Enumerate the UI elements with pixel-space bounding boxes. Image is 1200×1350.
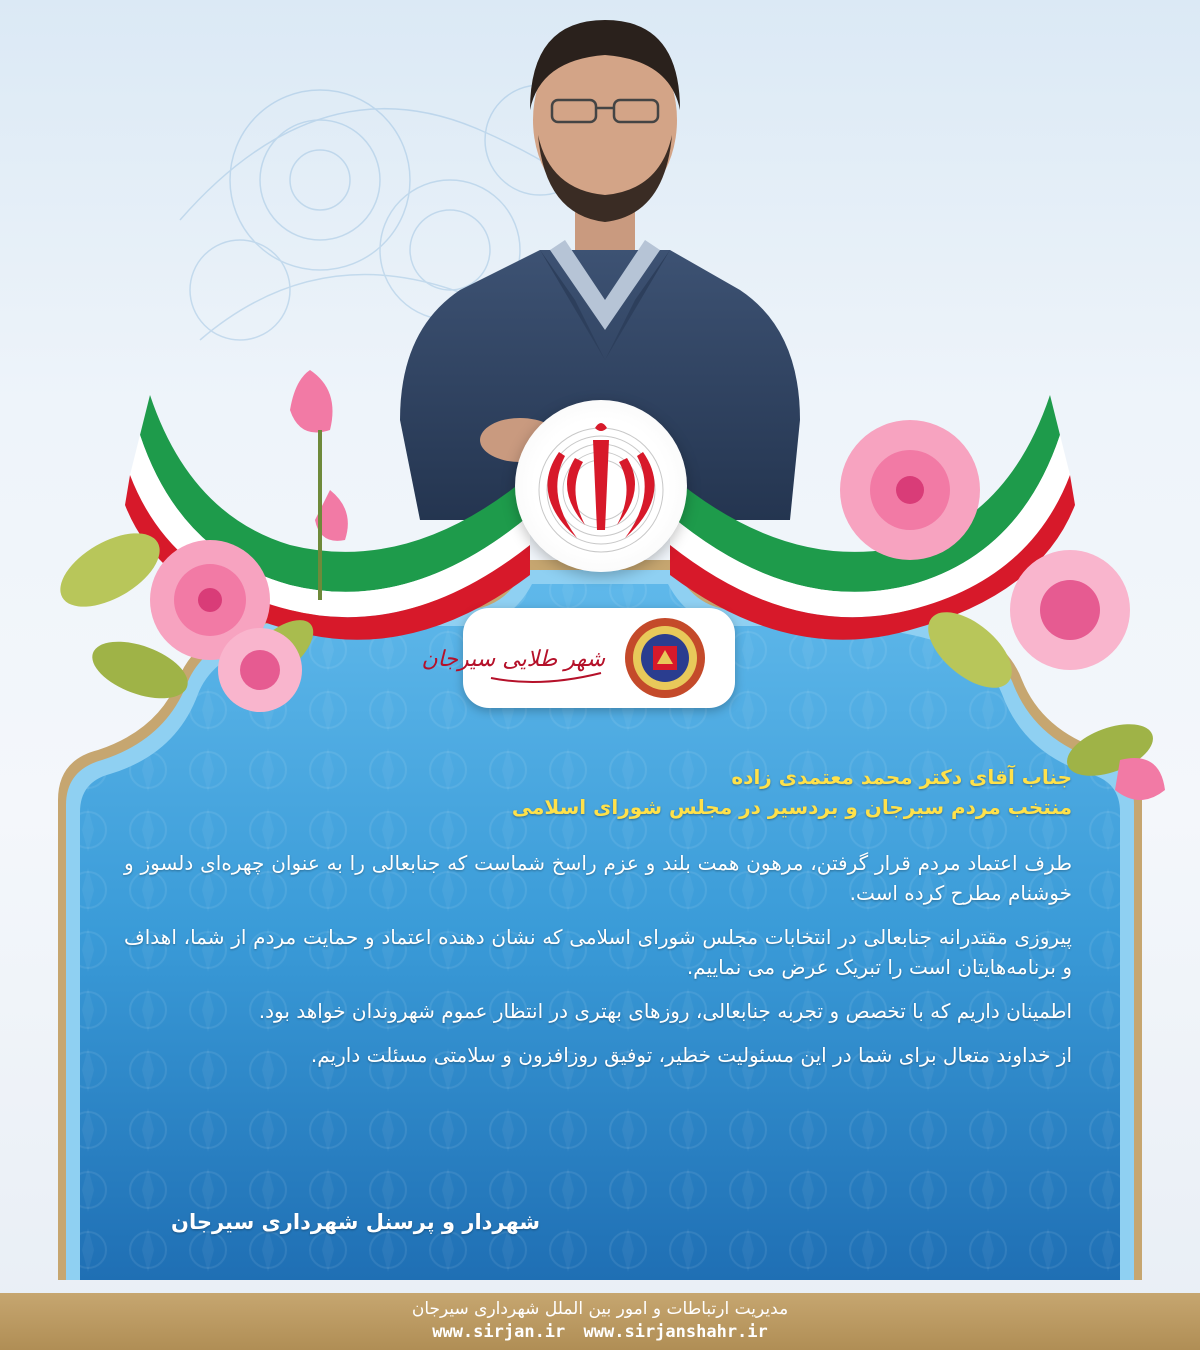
- iran-emblem-icon: [515, 400, 687, 572]
- paragraph: طرف اعتماد مردم قرار گرفتن، مرهون همت بلند و عزم راسخ شماست که جنابعالی را به عنوان چهره‌ای دلسوز و خوشنام مطرح کرده است.: [124, 851, 1072, 905]
- paragraph: پیروزی مقتدرانه جنابعالی در انتخابات مجلس شورای اسلامی که نشان دهنده اعتماد و حمایت مردم از شما، اهداف و برنامه‌هایتان است را تبریک عرض می نماییم.: [124, 925, 1072, 979]
- municipality-logo-box: [421, 608, 735, 708]
- paragraph: از خداوند متعال برای شما در این مسئولیت خطیر، توفیق روزافزون و سلامتی مسئلت داریم.: [310, 1043, 1072, 1067]
- footer-title: مدیریت ارتباطات و امور بین الملل شهرداری سیرجان: [411, 1299, 789, 1319]
- headline: [272, 762, 1072, 822]
- signature: شهردار و پرسنل شهرداری سیرجان: [171, 1210, 540, 1234]
- logo-script-text: شهر طلایی سیرجان: [421, 647, 605, 672]
- footer-url-sirjanshahr[interactable]: www.sirjanshahr.ir: [583, 1322, 768, 1342]
- flowers-right-decoration: [820, 420, 1180, 820]
- footer: [0, 1293, 1200, 1350]
- headline-line-2: منتخب مردم سیرجان و بردسیر در مجلس شورای اسلامی: [511, 795, 1072, 819]
- municipality-seal-icon: [623, 616, 707, 700]
- city-logo-script: [421, 618, 611, 698]
- footer-urls: [0, 1322, 1200, 1342]
- footer-url-sirjan[interactable]: www.sirjan.ir: [432, 1322, 566, 1342]
- flowers-left-decoration: [30, 350, 370, 750]
- paragraph: اطمینان داریم که با تخصص و تجربه جنابعالی، روزهای بهتری در انتظار عموم شهروندان خواهد بود.: [258, 999, 1072, 1023]
- message-body: [124, 848, 1072, 1084]
- headline-line-1: جناب آقای دکتر محمد معتمدی زاده: [731, 765, 1072, 789]
